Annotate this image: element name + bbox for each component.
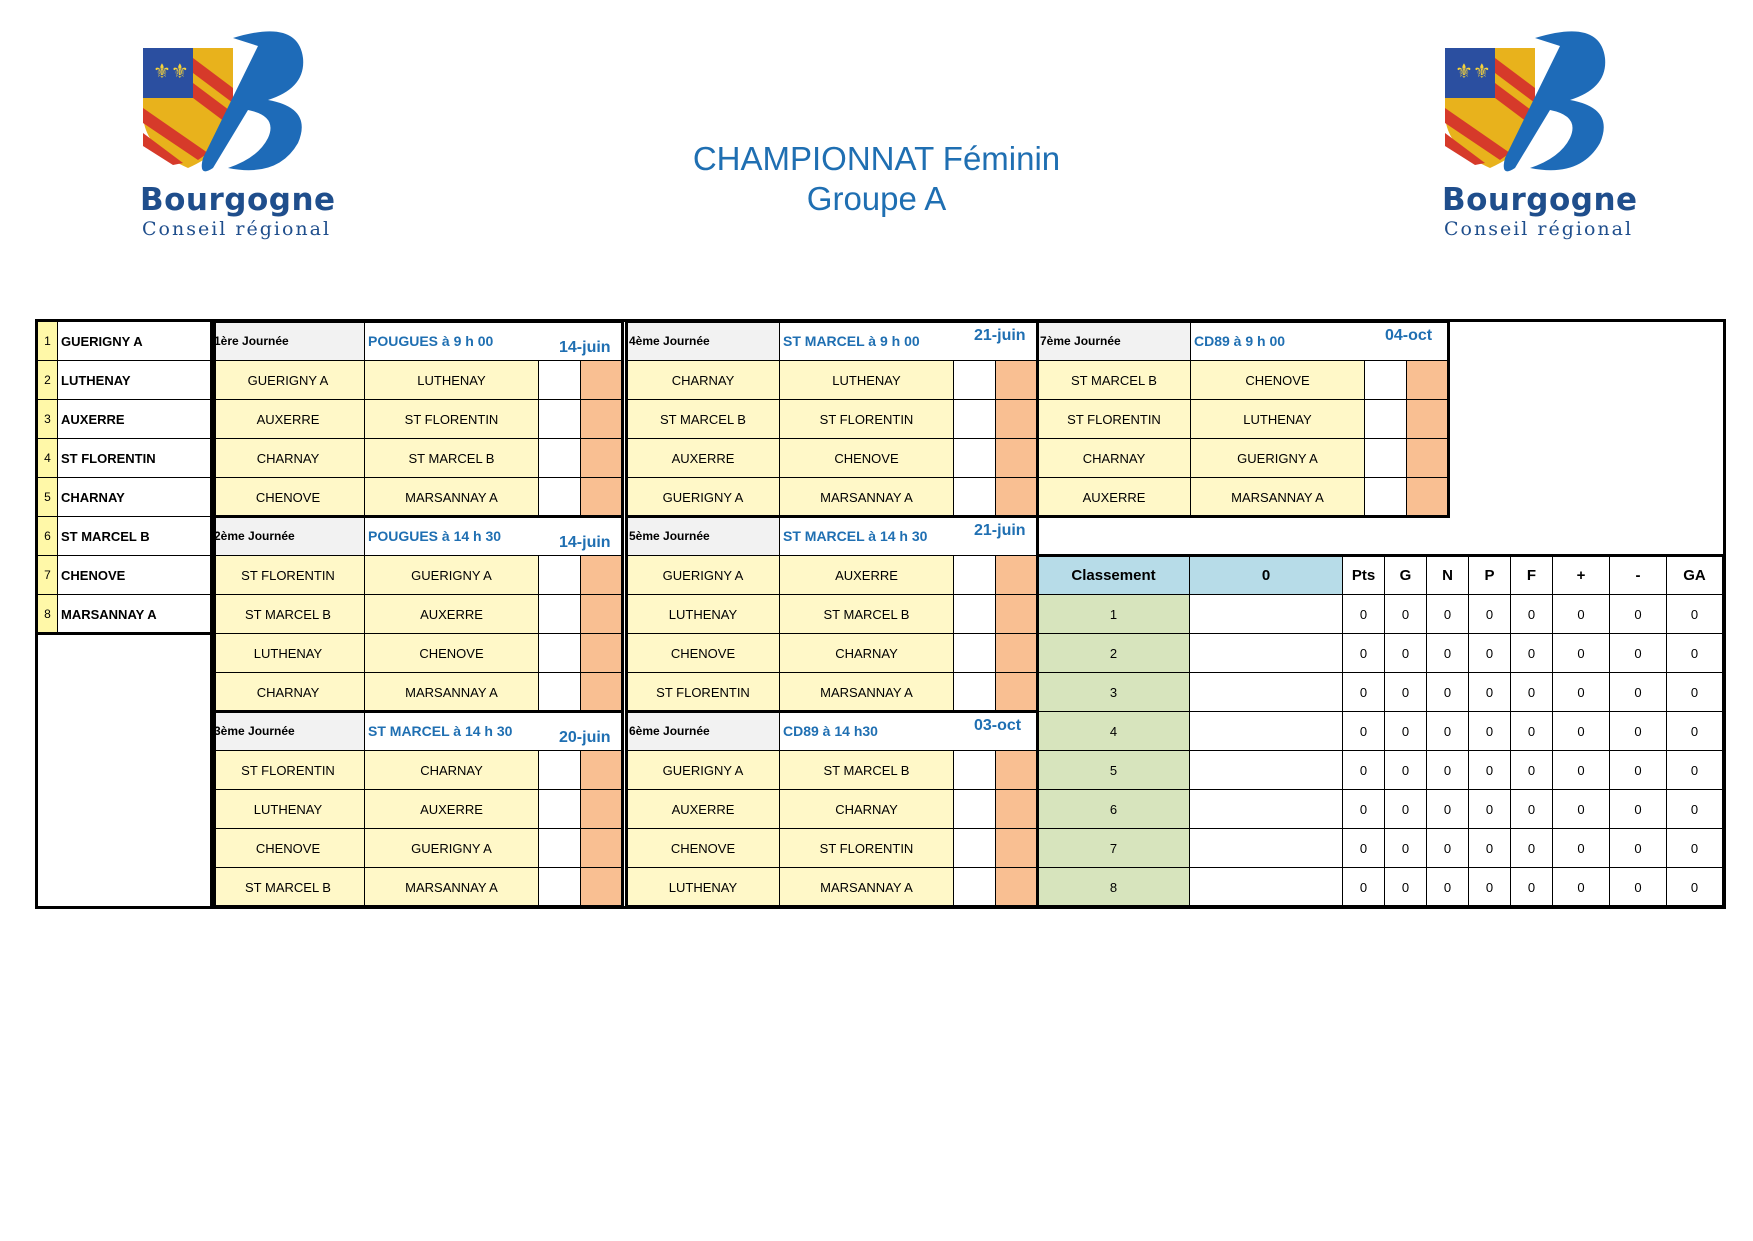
stat-value: 0 (1426, 672, 1469, 712)
team-number: 7 (37, 555, 58, 595)
match-home-team: CHENOVE (211, 477, 365, 517)
stat-value: 0 (1510, 672, 1553, 712)
rank-team-input[interactable] (1189, 867, 1343, 907)
match-away-team: ST FLORENTIN (779, 828, 954, 868)
classement-title: Classement (1037, 555, 1190, 595)
round-label: 2ème Journée (211, 516, 365, 556)
team-name: GUERIGNY A (57, 321, 212, 361)
score-input[interactable] (1364, 399, 1407, 439)
page-title: CHAMPIONNAT Féminin (692, 140, 1061, 177)
match-home-team: AUXERRE (211, 399, 365, 439)
rank-number: 8 (1037, 867, 1190, 907)
score-input[interactable] (953, 594, 996, 634)
rank-team-input[interactable] (1189, 711, 1343, 751)
stat-value: 0 (1342, 828, 1385, 868)
score-input[interactable] (580, 828, 623, 868)
rank-team-input[interactable] (1189, 750, 1343, 790)
match-away-team: LUTHENAY (364, 360, 539, 400)
stat-value: 0 (1609, 633, 1667, 673)
match-away-team: CHENOVE (779, 438, 954, 478)
round-label: 3ème Journée (211, 711, 365, 751)
stat-value: 0 (1342, 594, 1385, 634)
score-input[interactable] (580, 633, 623, 673)
team-name: CHARNAY (57, 477, 212, 517)
match-away-team: GUERIGNY A (364, 555, 539, 595)
stat-value: 0 (1384, 594, 1427, 634)
rank-number: 6 (1037, 789, 1190, 829)
round-label: 1ère Journée (211, 321, 365, 361)
score-input[interactable] (538, 399, 581, 439)
stat-value: 0 (1666, 672, 1723, 712)
score-input[interactable] (995, 594, 1038, 634)
stat-value: 0 (1666, 594, 1723, 634)
team-number: 3 (37, 399, 58, 439)
stat-value: 0 (1468, 789, 1511, 829)
match-away-team: MARSANNAY A (364, 867, 539, 907)
stat-header: F (1510, 555, 1553, 595)
match-away-team: CHENOVE (1190, 360, 1365, 400)
match-home-team: ST MARCEL B (1037, 360, 1191, 400)
match-away-team: ST FLORENTIN (779, 399, 954, 439)
score-input[interactable] (580, 555, 623, 595)
score-input[interactable] (953, 789, 996, 829)
match-home-team: ST FLORENTIN (211, 555, 365, 595)
match-away-team: MARSANNAY A (364, 477, 539, 517)
score-input[interactable] (538, 555, 581, 595)
score-input[interactable] (953, 867, 996, 907)
score-input[interactable] (995, 750, 1038, 790)
stat-value: 0 (1510, 867, 1553, 907)
logo-brand-text: Bourgogne (1442, 182, 1638, 218)
team-number: 6 (37, 516, 58, 556)
round-venue: CD89 à 14 h30 (779, 711, 1038, 751)
match-away-team: MARSANNAY A (779, 672, 954, 712)
match-home-team: CHENOVE (626, 828, 780, 868)
score-input[interactable] (1406, 360, 1449, 400)
score-input[interactable] (1406, 477, 1449, 517)
svg-text:⚜⚜: ⚜⚜ (153, 59, 189, 83)
stat-value: 0 (1552, 711, 1610, 751)
match-away-team: AUXERRE (364, 789, 539, 829)
score-input[interactable] (580, 594, 623, 634)
stat-header: GA (1666, 555, 1723, 595)
stat-value: 0 (1342, 672, 1385, 712)
round-venue: POUGUES à 9 h 00 (364, 321, 623, 361)
score-input[interactable] (538, 867, 581, 907)
score-input[interactable] (580, 360, 623, 400)
round-venue: POUGUES à 14 h 30 (364, 516, 623, 556)
stat-value: 0 (1426, 828, 1469, 868)
stat-value: 0 (1609, 789, 1667, 829)
score-input[interactable] (580, 477, 623, 517)
score-input[interactable] (995, 828, 1038, 868)
round-label: 6ème Journée (626, 711, 780, 751)
match-home-team: AUXERRE (626, 789, 780, 829)
stat-value: 0 (1609, 828, 1667, 868)
rank-number: 7 (1037, 828, 1190, 868)
match-home-team: ST FLORENTIN (211, 750, 365, 790)
round-label: 5ème Journée (626, 516, 780, 556)
match-home-team: LUTHENAY (211, 789, 365, 829)
score-input[interactable] (1406, 438, 1449, 478)
classement-value: 0 (1189, 555, 1343, 595)
stat-value: 0 (1510, 750, 1553, 790)
stat-value: 0 (1426, 789, 1469, 829)
score-input[interactable] (538, 477, 581, 517)
score-input[interactable] (953, 438, 996, 478)
stat-value: 0 (1666, 867, 1723, 907)
rank-team-input[interactable] (1189, 594, 1343, 634)
match-away-team: AUXERRE (364, 594, 539, 634)
match-home-team: CHARNAY (211, 438, 365, 478)
match-away-team: ST FLORENTIN (364, 399, 539, 439)
match-home-team: CHENOVE (211, 828, 365, 868)
match-home-team: CHARNAY (211, 672, 365, 712)
stat-header: + (1552, 555, 1610, 595)
stat-value: 0 (1426, 750, 1469, 790)
score-input[interactable] (580, 438, 623, 478)
team-name: CHENOVE (57, 555, 212, 595)
rank-team-input[interactable] (1189, 828, 1343, 868)
page-subtitle: Groupe A (806, 180, 947, 217)
score-input[interactable] (953, 360, 996, 400)
score-input[interactable] (953, 633, 996, 673)
stat-value: 0 (1666, 750, 1723, 790)
score-input[interactable] (995, 633, 1038, 673)
match-home-team: AUXERRE (1037, 477, 1191, 517)
stat-value: 0 (1510, 828, 1553, 868)
score-input[interactable] (995, 399, 1038, 439)
match-home-team: LUTHENAY (626, 594, 780, 634)
stat-value: 0 (1666, 711, 1723, 751)
match-away-team: ST MARCEL B (779, 594, 954, 634)
match-away-team: GUERIGNY A (364, 828, 539, 868)
match-away-team: MARSANNAY A (779, 867, 954, 907)
stat-value: 0 (1342, 789, 1385, 829)
round-label: 4ème Journée (626, 321, 780, 361)
score-input[interactable] (995, 672, 1038, 712)
score-input[interactable] (953, 477, 996, 517)
rank-number: 3 (1037, 672, 1190, 712)
score-input[interactable] (953, 555, 996, 595)
logo-brand-text: Bourgogne (140, 182, 336, 218)
rank-team-input[interactable] (1189, 672, 1343, 712)
score-input[interactable] (995, 438, 1038, 478)
stat-value: 0 (1426, 633, 1469, 673)
stat-value: 0 (1552, 867, 1610, 907)
stat-value: 0 (1384, 672, 1427, 712)
round-date: 14-juin (559, 339, 611, 356)
match-home-team: CHENOVE (626, 633, 780, 673)
match-away-team: ST MARCEL B (779, 750, 954, 790)
stat-header: Pts (1342, 555, 1385, 595)
score-input[interactable] (580, 867, 623, 907)
score-input[interactable] (538, 828, 581, 868)
match-away-team: ST MARCEL B (364, 438, 539, 478)
round-venue: CD89 à 9 h 00 (1190, 321, 1449, 361)
stat-value: 0 (1384, 633, 1427, 673)
round-date: 21-juin (974, 522, 1026, 539)
score-input[interactable] (538, 750, 581, 790)
match-away-team: LUTHENAY (779, 360, 954, 400)
svg-text:⚜⚜: ⚜⚜ (1455, 59, 1491, 83)
score-input[interactable] (1406, 399, 1449, 439)
stat-header: P (1468, 555, 1511, 595)
score-input[interactable] (995, 477, 1038, 517)
stat-value: 0 (1468, 594, 1511, 634)
stat-value: 0 (1342, 711, 1385, 751)
match-home-team: GUERIGNY A (626, 555, 780, 595)
stat-value: 0 (1384, 750, 1427, 790)
rank-number: 4 (1037, 711, 1190, 751)
stat-header: N (1426, 555, 1469, 595)
stat-value: 0 (1468, 828, 1511, 868)
stat-value: 0 (1468, 672, 1511, 712)
rank-number: 2 (1037, 633, 1190, 673)
stat-value: 0 (1342, 633, 1385, 673)
stat-header: G (1384, 555, 1427, 595)
match-home-team: ST FLORENTIN (1037, 399, 1191, 439)
match-home-team: GUERIGNY A (626, 477, 780, 517)
rank-team-input[interactable] (1189, 789, 1343, 829)
team-name: AUXERRE (57, 399, 212, 439)
round-date: 21-juin (974, 327, 1026, 344)
stat-value: 0 (1552, 594, 1610, 634)
stat-value: 0 (1609, 867, 1667, 907)
score-input[interactable] (995, 360, 1038, 400)
stat-value: 0 (1510, 789, 1553, 829)
match-away-team: MARSANNAY A (779, 477, 954, 517)
stat-value: 0 (1384, 828, 1427, 868)
stat-value: 0 (1384, 789, 1427, 829)
stat-value: 0 (1552, 672, 1610, 712)
match-away-team: MARSANNAY A (1190, 477, 1365, 517)
team-number: 2 (37, 360, 58, 400)
score-input[interactable] (538, 789, 581, 829)
stat-value: 0 (1609, 711, 1667, 751)
round-date: 14-juin (559, 534, 611, 551)
match-home-team: ST FLORENTIN (626, 672, 780, 712)
match-away-team: CHARNAY (779, 789, 954, 829)
score-input[interactable] (953, 672, 996, 712)
score-input[interactable] (1364, 360, 1407, 400)
rank-number: 5 (1037, 750, 1190, 790)
match-home-team: ST MARCEL B (211, 867, 365, 907)
score-input[interactable] (995, 867, 1038, 907)
match-away-team: GUERIGNY A (1190, 438, 1365, 478)
match-away-team: LUTHENAY (1190, 399, 1365, 439)
stat-value: 0 (1609, 750, 1667, 790)
score-input[interactable] (580, 672, 623, 712)
match-away-team: CHARNAY (779, 633, 954, 673)
stat-value: 0 (1468, 867, 1511, 907)
score-input[interactable] (953, 399, 996, 439)
score-input[interactable] (538, 594, 581, 634)
stat-value: 0 (1552, 828, 1610, 868)
match-home-team: CHARNAY (1037, 438, 1191, 478)
stat-value: 0 (1510, 594, 1553, 634)
match-away-team: CHARNAY (364, 750, 539, 790)
round-label: 7ème Journée (1037, 321, 1191, 361)
round-venue: ST MARCEL à 14 h 30 (779, 516, 1038, 556)
stat-value: 0 (1510, 633, 1553, 673)
score-input[interactable] (995, 789, 1038, 829)
match-home-team: LUTHENAY (626, 867, 780, 907)
stat-value: 0 (1384, 867, 1427, 907)
match-home-team: ST MARCEL B (211, 594, 365, 634)
score-input[interactable] (580, 789, 623, 829)
logo-sub-text: Conseil régional (142, 218, 332, 240)
rank-number: 1 (1037, 594, 1190, 634)
match-home-team: ST MARCEL B (626, 399, 780, 439)
match-home-team: GUERIGNY A (211, 360, 365, 400)
team-name: LUTHENAY (57, 360, 212, 400)
stat-value: 0 (1426, 594, 1469, 634)
team-number: 8 (37, 594, 58, 634)
match-away-team: AUXERRE (779, 555, 954, 595)
match-away-team: CHENOVE (364, 633, 539, 673)
stat-value: 0 (1609, 594, 1667, 634)
stat-value: 0 (1468, 633, 1511, 673)
match-home-team: GUERIGNY A (626, 750, 780, 790)
score-input[interactable] (1364, 438, 1407, 478)
score-input[interactable] (580, 750, 623, 790)
stat-value: 0 (1552, 789, 1610, 829)
score-input[interactable] (538, 438, 581, 478)
score-input[interactable] (580, 399, 623, 439)
round-date: 20-juin (559, 729, 611, 746)
team-name: ST MARCEL B (57, 516, 212, 556)
stat-value: 0 (1426, 711, 1469, 751)
score-input[interactable] (953, 750, 996, 790)
round-venue: ST MARCEL à 9 h 00 (779, 321, 1038, 361)
team-name: ST FLORENTIN (57, 438, 212, 478)
stat-value: 0 (1468, 750, 1511, 790)
stat-value: 0 (1666, 633, 1723, 673)
match-home-team: CHARNAY (626, 360, 780, 400)
stat-value: 0 (1468, 711, 1511, 751)
stat-value: 0 (1510, 711, 1553, 751)
stat-value: 0 (1666, 789, 1723, 829)
stat-value: 0 (1552, 750, 1610, 790)
score-input[interactable] (995, 555, 1038, 595)
match-home-team: LUTHENAY (211, 633, 365, 673)
team-name: MARSANNAY A (57, 594, 212, 634)
stat-value: 0 (1426, 867, 1469, 907)
score-input[interactable] (1364, 477, 1407, 517)
score-input[interactable] (953, 828, 996, 868)
score-input[interactable] (538, 360, 581, 400)
stat-value: 0 (1609, 672, 1667, 712)
match-away-team: MARSANNAY A (364, 672, 539, 712)
round-date: 03-oct (974, 717, 1022, 734)
logo-sub-text: Conseil régional (1444, 218, 1634, 240)
rank-team-input[interactable] (1189, 633, 1343, 673)
stat-value: 0 (1666, 828, 1723, 868)
score-input[interactable] (538, 633, 581, 673)
stat-value: 0 (1384, 711, 1427, 751)
round-venue: ST MARCEL à 14 h 30 (364, 711, 623, 751)
team-number: 4 (37, 438, 58, 478)
stat-value: 0 (1342, 750, 1385, 790)
team-number: 1 (37, 321, 58, 361)
stat-value: 0 (1552, 633, 1610, 673)
match-home-team: AUXERRE (626, 438, 780, 478)
team-number: 5 (37, 477, 58, 517)
stat-header: - (1609, 555, 1667, 595)
round-date: 04-oct (1385, 327, 1433, 344)
score-input[interactable] (538, 672, 581, 712)
stat-value: 0 (1342, 867, 1385, 907)
